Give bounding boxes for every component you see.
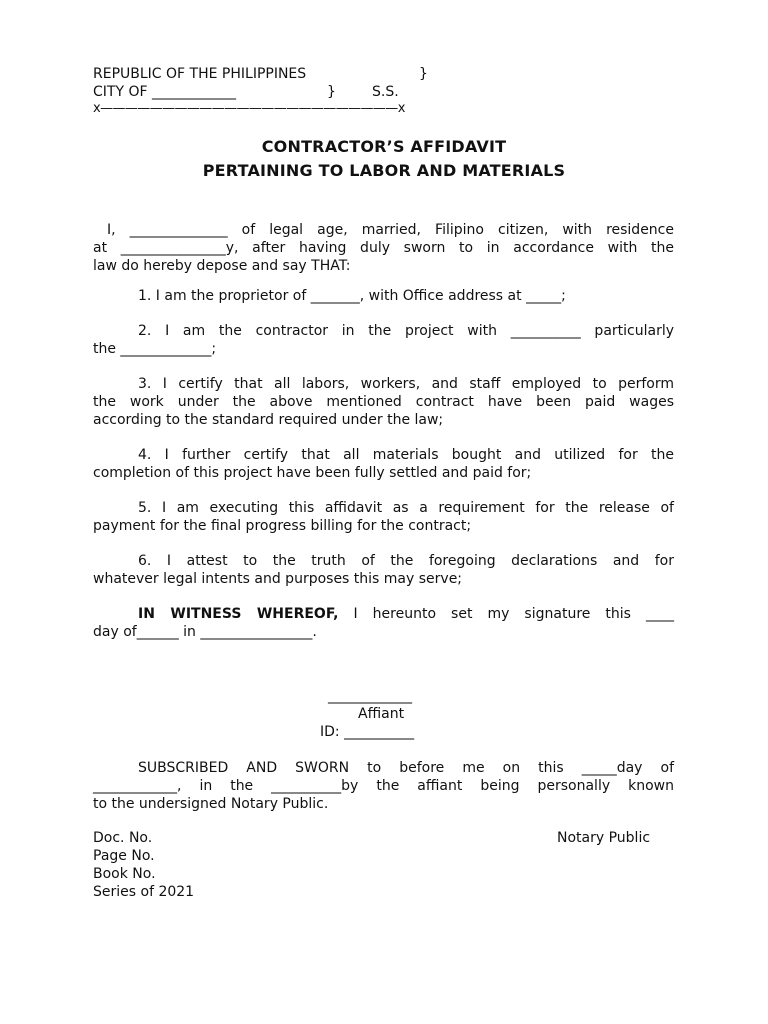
jurat-line: SUBSCRIBED AND SWORN to before me on this _____day of [138,760,674,776]
jurat-line: ____________, in the __________by the affiant being personally known [93,778,674,794]
clause-line: 2. I am the contractor in the project with __________ particularly [138,323,674,339]
series-year: Series of 2021 [93,884,195,900]
jurat-paragraph [93,759,674,813]
ss-label: S.S. [372,84,399,100]
book-no: Book No. [93,866,156,882]
clause-line: 6. I attest to the truth of the foregoing declarations and for [138,553,674,569]
affiant-label: Affiant [358,706,405,722]
witness-heading: IN WITNESS WHEREOF, [138,606,339,622]
clause-6 [93,552,674,588]
clause-3 [93,375,674,429]
affiant-signature-line: ____________ [328,688,412,704]
doc-no: Doc. No. [93,830,153,846]
clause-4 [93,446,674,482]
clause-line: whatever legal intents and purposes this may serve; [93,571,463,587]
clause-5 [93,499,674,535]
city-line: CITY OF ____________ [93,84,236,100]
city-brace: } [327,84,336,100]
witness-paragraph [93,605,674,641]
page-no: Page No. [93,848,155,864]
clause-2 [93,322,674,358]
clause-line: completion of this project have been fully settled and paid for; [93,465,532,481]
clause-line: 5. I am executing this affidavit as a requirement for the release of [138,500,674,516]
intro-line: at _______________y, after having duly sworn to in accordance with the [93,240,674,256]
document-title: CONTRACTOR’S AFFIDAVIT [261,137,507,156]
intro-line: law do hereby depose and say THAT: [93,258,351,274]
clause-1 [93,287,674,305]
republic-line: REPUBLIC OF THE PHILIPPINES [93,66,307,82]
intro-paragraph [93,221,674,275]
republic-brace: } [419,66,428,82]
notary-public-label: Notary Public [557,830,651,846]
intro-line: I, ______________ of legal age, married, Filipino citizen, with residence [107,222,674,238]
clause-line: according to the standard required under the law; [93,412,444,428]
witness-line [93,605,674,623]
document-subtitle: PERTAINING TO LABOR AND MATERIALS [202,161,566,180]
clause-line: 4. I further certify that all materials bought and utilized for the [138,447,674,463]
witness-text: I hereunto set my signature this ____ [338,606,674,622]
clause-line: payment for the final progress billing for the contract; [93,518,472,534]
header-divider: x————————————————————————x [93,101,405,116]
clause-line: 1. I am the proprietor of _______, with Office address at _____; [138,288,566,304]
witness-line: day of______ in ________________. [93,624,317,640]
jurat-line: to the undersigned Notary Public. [93,796,329,812]
clause-line: 3. I certify that all labors, workers, and staff employed to perform [138,376,674,392]
clause-line: the _____________; [93,341,217,357]
affiant-id: ID: __________ [320,724,415,740]
clause-line: the work under the above mentioned contract have been paid wages [93,394,674,410]
